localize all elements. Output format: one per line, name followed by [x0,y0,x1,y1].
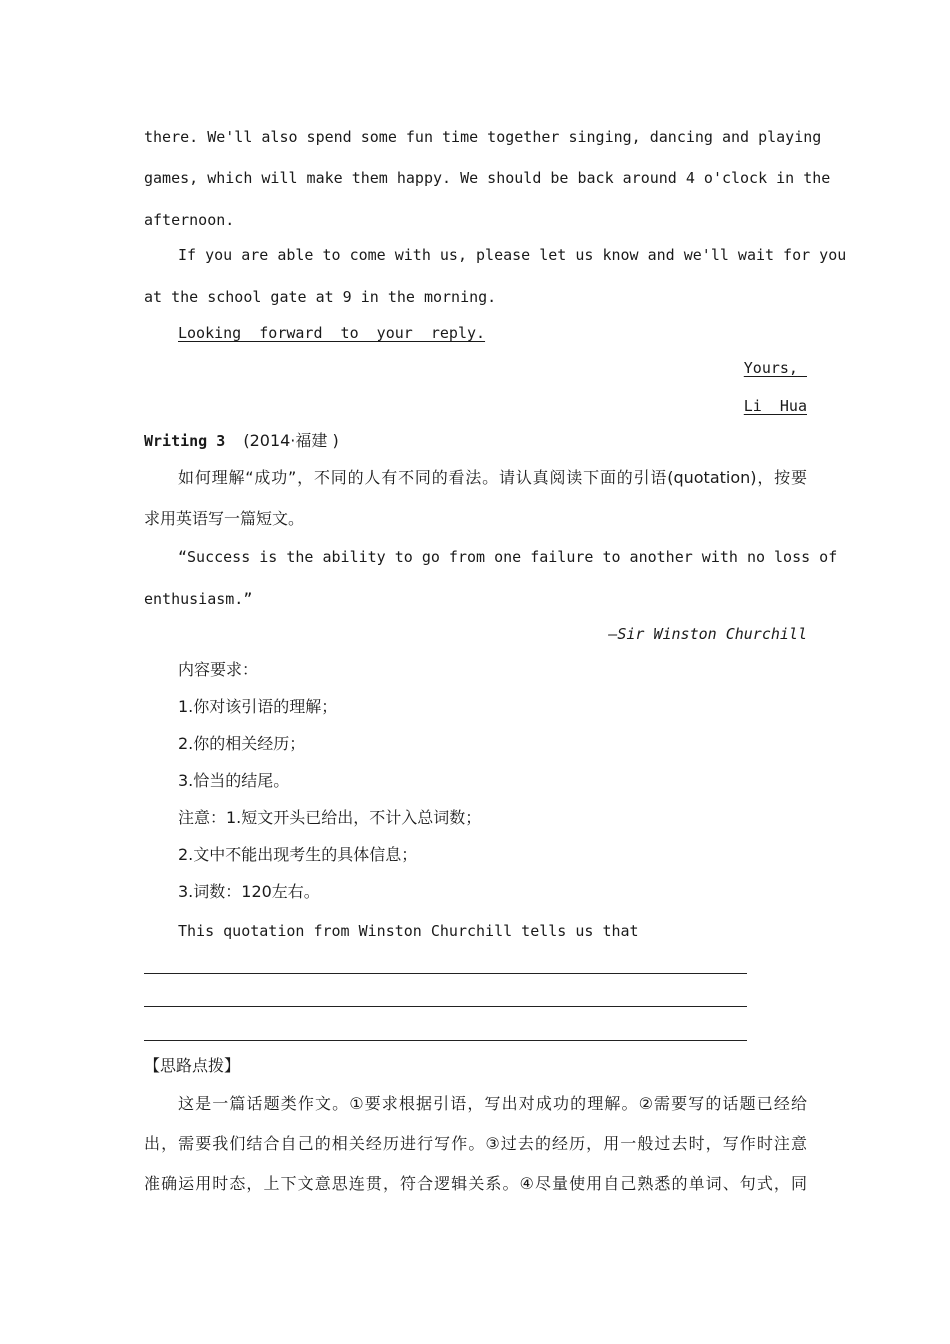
requirements-heading: 内容要求： [178,660,259,679]
note-item: 2.文中不能出现考生的具体信息； [178,845,418,864]
requirement-item: 2.你的相关经历； [178,734,306,753]
analysis-heading: 【思路点拨】 [144,1056,241,1075]
letter-signature [144,396,807,416]
essay-starter: This quotation from Winston Churchill tells us that [178,922,639,940]
answer-line [144,973,747,974]
letter-body-line: If you are able to come with us, please let us know and we'll wait for you [178,246,847,264]
writing3-source: (2014·福建 ) [243,431,339,450]
analysis-line: 出，需要我们结合自己的相关经历进行写作。③过去的经历，用一般过去时，写作时注意 [144,1134,807,1153]
letter-signature-text: Li Hua [743,397,807,415]
letter-body-line: there. We'll also spend some fun time together singing, dancing and playing [144,128,822,146]
requirement-item: 1.你对该引语的理解； [178,697,338,716]
answer-line [144,1006,747,1007]
quote-line: “Success is the ability to go from one failure to another with no loss of [178,548,838,566]
letter-closing-text: Looking forward to your reply. [178,324,486,342]
writing3-title: Writing 3 [144,432,226,450]
letter-signoff [144,358,807,378]
note-item: 注意：1.短文开头已给出，不计入总词数； [178,808,482,827]
writing3-intro-line: 求用英语写一篇短文。 [144,509,305,528]
requirement-item: 3.恰当的结尾。 [178,771,290,790]
letter-closing [178,323,807,343]
writing3-intro-line: 如何理解“成功”，不同的人有不同的看法。请认真阅读下面的引语(quotation)，按要 [178,468,807,487]
quote-line: enthusiasm.” [144,590,253,608]
answer-line [144,1040,747,1041]
letter-signoff-text: Yours, [743,359,798,377]
quote-attribution: —Sir Winston Churchill [608,625,807,643]
letter-body-line: afternoon. [144,211,235,229]
letter-body-line: games, which will make them happy. We should be back around 4 o'clock in the [144,169,831,187]
analysis-line: 准确运用时态，上下文意思连贯，符合逻辑关系。④尽量使用自己熟悉的单词、句式，同 [144,1174,807,1193]
writing3-heading [144,431,807,451]
analysis-line: 这是一篇话题类作文。①要求根据引语，写出对成功的理解。②需要写的话题已经给 [178,1094,807,1113]
note-item: 3.词数：120左右。 [178,882,320,901]
letter-body-line: at the school gate at 9 in the morning. [144,288,497,306]
